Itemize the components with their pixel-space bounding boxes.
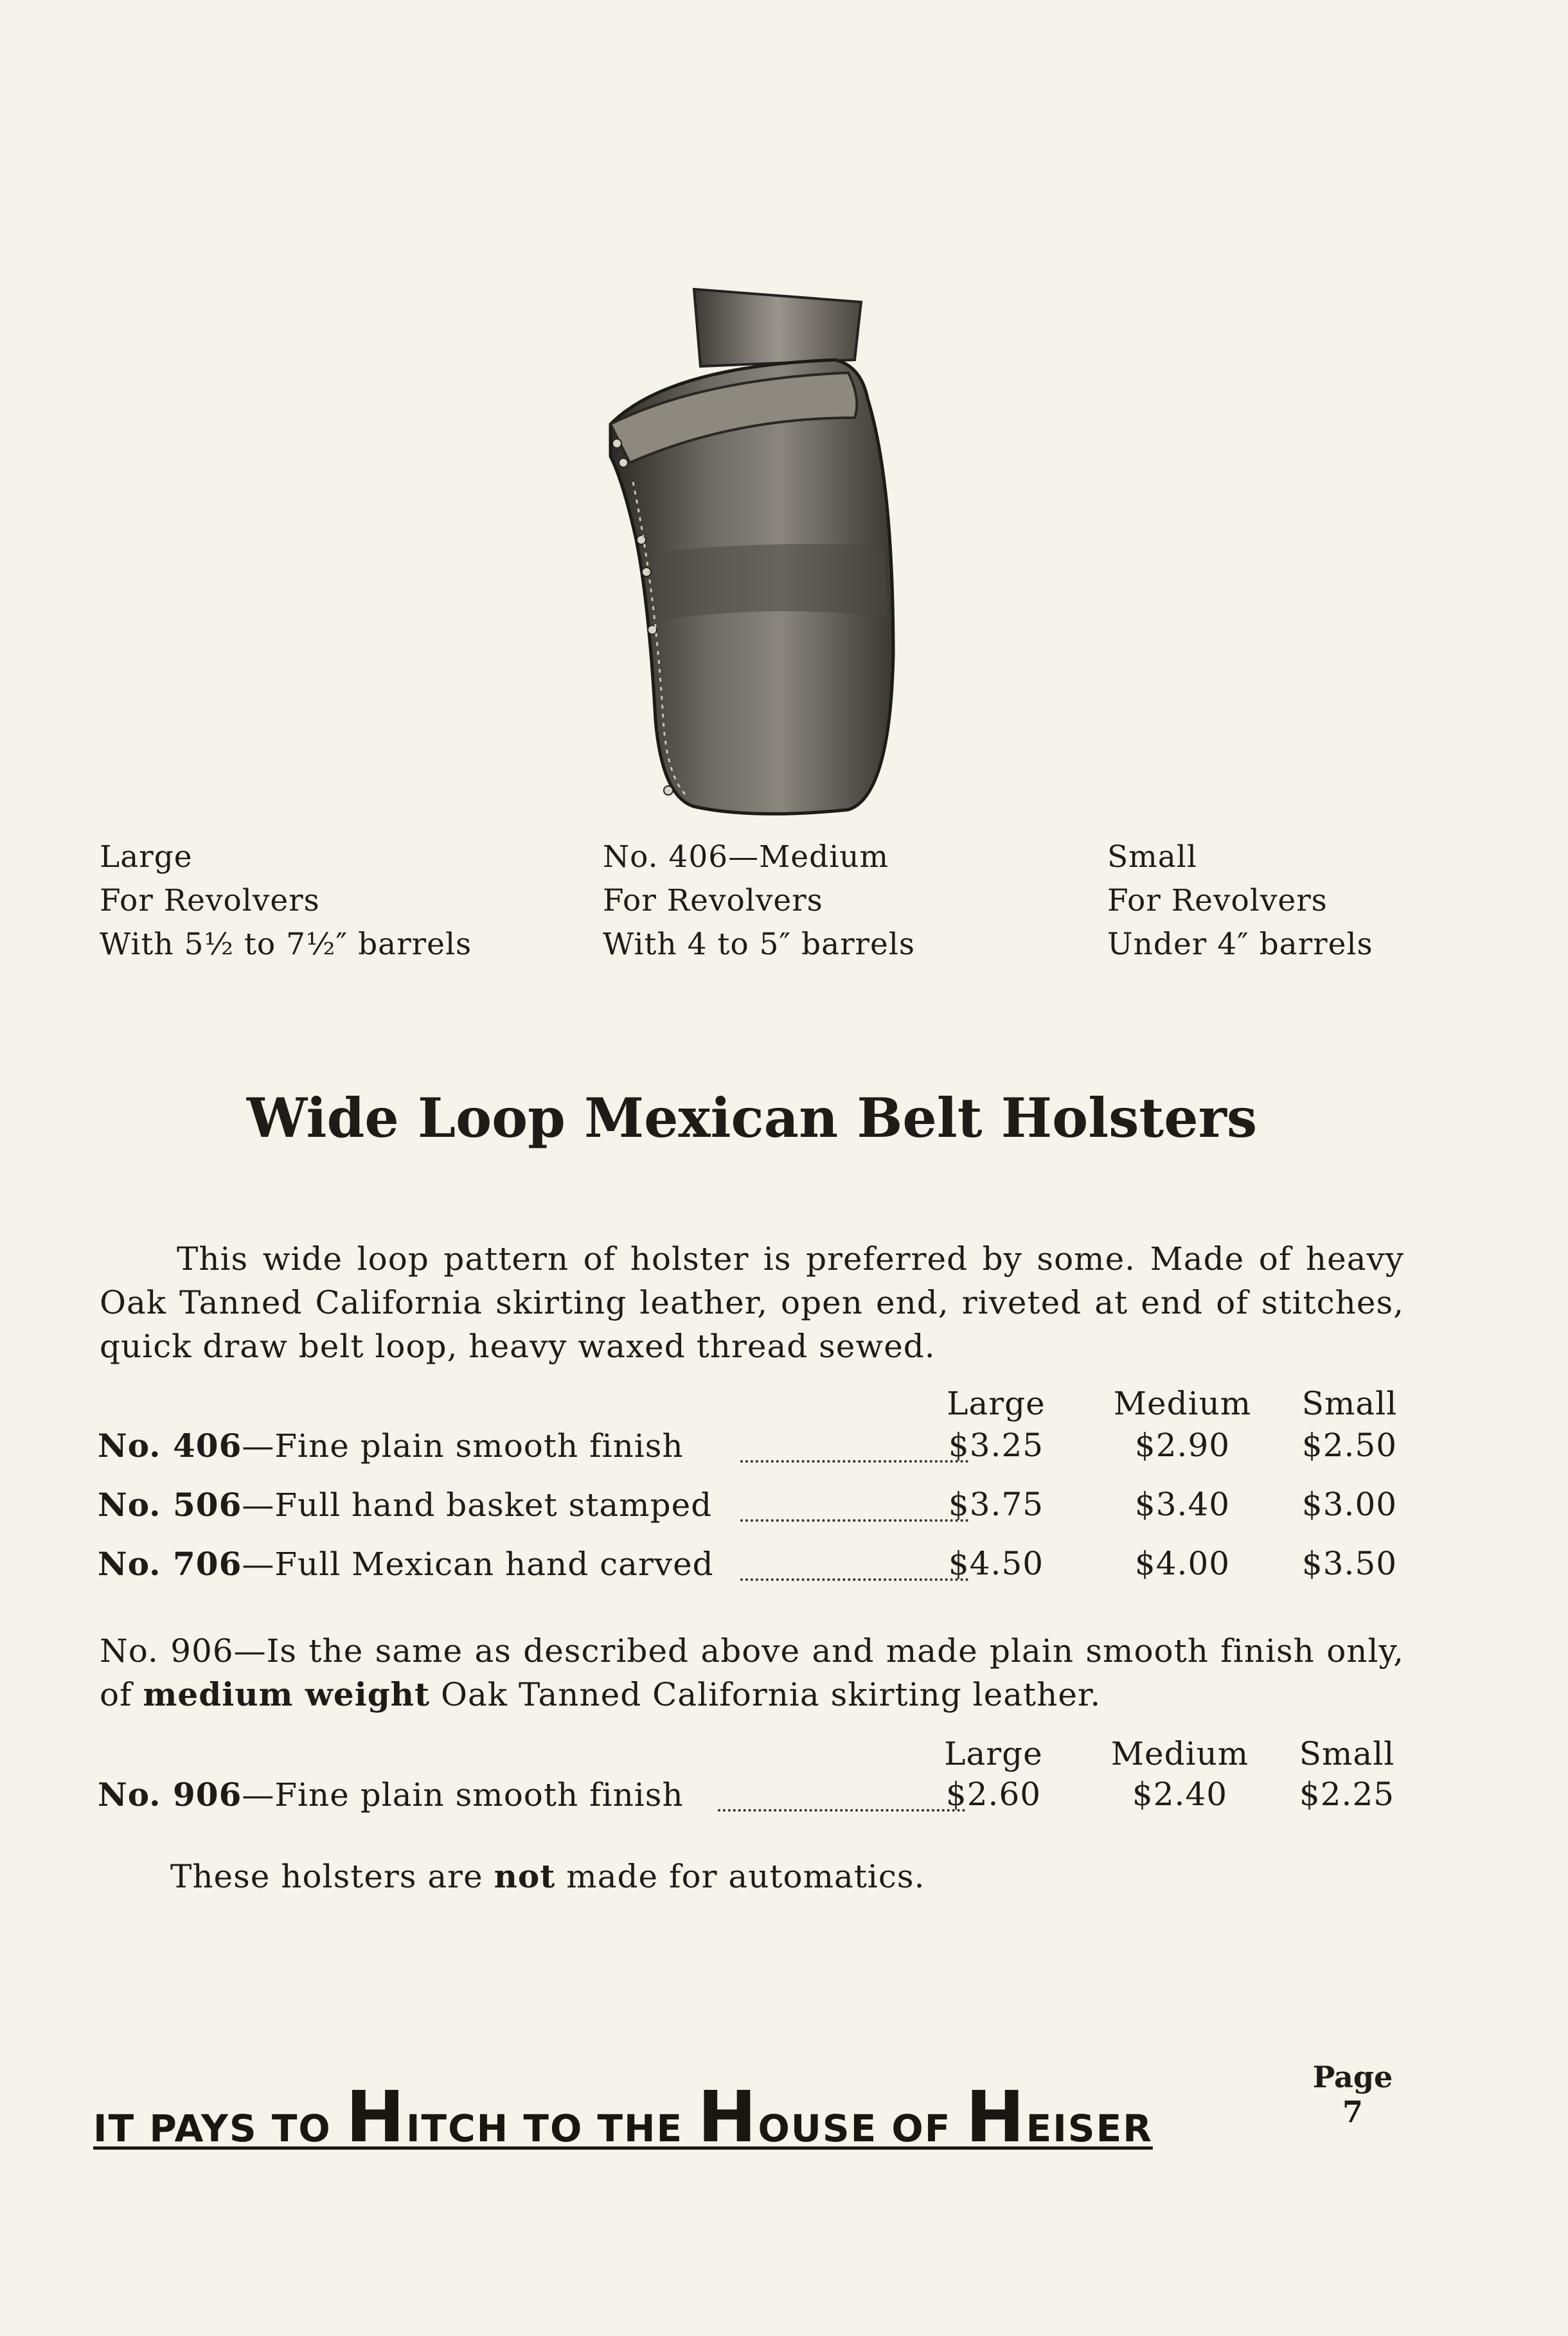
holster-image [591,270,925,835]
price-large: $2.60 [945,1776,1042,1813]
price-small: $3.00 [1301,1486,1398,1523]
caption-line: For Revolvers [603,883,823,918]
footnote [170,1857,925,1895]
header-medium: Medium [1110,1735,1249,1772]
price-medium: $2.40 [1132,1776,1228,1813]
note-906-bold: medium weight [143,1675,431,1713]
header-small: Small [1299,1735,1395,1772]
price-row [0,1427,1568,1472]
header-medium: Medium [1113,1385,1252,1422]
header-small: Small [1301,1385,1398,1422]
caption-line: For Revolvers [100,883,320,918]
caption-size: No. 406—Medium [603,839,889,875]
price-medium: $3.40 [1134,1486,1231,1523]
holster-illustration-icon [591,270,925,835]
item-desc: —Full hand basket stamped [242,1486,713,1524]
page-number [1311,2060,1394,2129]
caption-small [1107,835,1373,967]
price-row [0,1486,1568,1531]
item-number: No. 506 [98,1486,242,1524]
caption-size: Large [100,839,193,875]
item-desc: —Fine plain smooth finish [242,1776,684,1814]
price-small: $2.50 [1301,1427,1398,1464]
price-large: $3.75 [948,1486,1044,1523]
page-label: Page [1312,2060,1393,2094]
note-906-text-end: Oak Tanned California skirting leather. [430,1676,1101,1713]
caption-size: Small [1107,839,1197,875]
footnote-text: These holsters are [170,1858,494,1895]
caption-line: With 5½ to 7½″ barrels [100,927,472,962]
caption-line: Under 4″ barrels [1107,927,1373,962]
item-number: No. 906 [98,1776,242,1814]
price-header-row [0,1735,1565,1780]
slogan-part: ITCH TO THE [405,2107,698,2150]
slogan-initial: H [697,2076,758,2158]
slogan-part: EISER [1026,2107,1153,2150]
price-large: $4.50 [948,1545,1044,1582]
footnote-text-end: made for automatics. [555,1858,925,1895]
price-small: $3.50 [1301,1545,1398,1582]
slogan-initial: H [345,2076,406,2158]
page-title: Wide Loop Mexican Belt Holsters [246,1086,1258,1150]
page-number-value: 7 [1342,2094,1363,2129]
price-header-row [0,1385,1568,1430]
item-desc: —Full Mexican hand carved [242,1546,714,1583]
footer-slogan [93,2076,1153,2158]
price-large: $3.25 [948,1427,1044,1464]
caption-line: With 4 to 5″ barrels [603,927,915,962]
header-large: Large [947,1385,1046,1422]
slogan-initial: H [965,2076,1026,2158]
caption-large [100,835,472,967]
note-906-text: No. 906—Is the same as described above and made plain smooth finish only, of [100,1632,1404,1713]
item-number: No. 406 [98,1427,242,1465]
item-desc: —Fine plain smooth finish [242,1427,684,1465]
price-row [0,1776,1565,1821]
price-medium: $4.00 [1134,1545,1231,1582]
header-large: Large [944,1735,1043,1772]
caption-line: For Revolvers [1107,883,1328,918]
price-small: $2.25 [1299,1776,1395,1813]
caption-medium [603,835,915,967]
slogan-part: OUSE OF [758,2107,966,2150]
price-medium: $2.90 [1134,1427,1231,1464]
footnote-bold: not [494,1857,556,1895]
price-row [0,1545,1568,1590]
slogan-part: IT PAYS TO [93,2107,346,2150]
item-number: No. 706 [98,1545,242,1583]
note-906-paragraph [100,1629,1404,1716]
description-paragraph: This wide loop pattern of holster is preferred by some. Made of heavy Oak Tanned California skirting leather, open end, riveted at end of stitches, quick draw belt loop, heavy waxed thread sewed. [100,1240,1404,1365]
